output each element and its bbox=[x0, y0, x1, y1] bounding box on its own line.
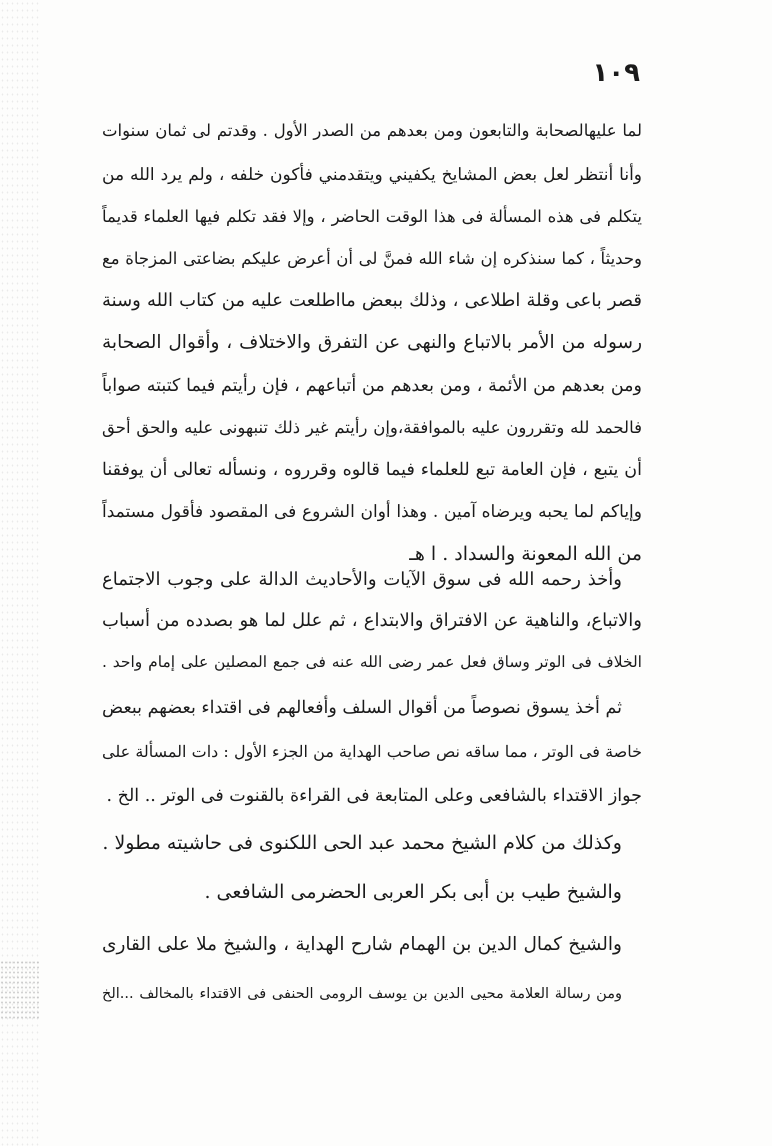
paragraph-1-line-3: يتكلم فى هذه المسألة فى هذا الوقت الحاضر ، وإلا فقد تكلم فيها العلماء قديماً bbox=[102, 207, 642, 226]
paragraph-1-line-7: ومن بعدهم من الأئمة ، ومن بعدهم من أتباعهم ، فإن رأيتم فيما كتبته صواباً bbox=[102, 376, 642, 396]
paragraph-4-line-2: والشيخ طيب بن أبى بكر العربى الحضرمى الشافعى . bbox=[204, 881, 622, 903]
page-number: ١٠٩ bbox=[592, 58, 640, 88]
paragraph-1-line-10: وإياكم لما يحبه ويرضاه آمين . وهذا أوان الشروع فى المقصود فأقول مستمداً bbox=[102, 502, 642, 522]
scan-speckle-mark bbox=[0, 960, 40, 1020]
paragraph-2-line-3: الخلاف فى الوتر وساق فعل عمر رضى الله عنه فى جمع المصلين على إمام واحد . bbox=[102, 653, 642, 671]
paragraph-3-line-3: جواز الاقتداء بالشافعى وعلى المتابعة فى القراءة بالقنوت فى الوتر .. الخ . bbox=[106, 786, 642, 806]
paragraph-1-line-4: وحديثاً ، كما سنذكره إن شاء الله فمنَّ لى أن أعرض عليكم بضاعتى المزجاة مع bbox=[102, 249, 642, 268]
paragraph-5-line-2: ومن رسالة العلامة محيى الدين بن يوسف الرومى الحنفى فى الاقتداء بالمخالف ...الخ bbox=[102, 986, 622, 1002]
paragraph-3-line-1: ثم أخذ يسوق نصوصاً من أقوال السلف وأفعالهم فى اقتداء بعضهم ببعض bbox=[102, 698, 622, 718]
paragraph-1-line-1: لما عليهالصحابة والتابعون ومن بعدهم من الصدر الأول . وقدتم لى ثمان سنوات bbox=[102, 121, 642, 140]
paragraph-5-line-1: والشيخ كمال الدين بن الهمام شارح الهداية ، والشيخ ملا على القارى bbox=[102, 934, 622, 955]
paragraph-1-line-11: من الله المعونة والسداد . ا هـ bbox=[409, 543, 642, 565]
paragraph-1-line-6: رسوله من الأمر بالاتباع والنهى عن التفرق والاختلاف ، وأقوال الصحابة bbox=[102, 332, 642, 353]
paragraph-1-line-5: قصر باعى وقلة اطلاعى ، وذلك ببعض مااطلعت عليه من كتاب الله وسنة bbox=[102, 290, 642, 311]
paragraph-2-line-2: والاتباع، والناهية عن الافتراق والابتداع ، ثم علل لما هو بصدده من أسباب bbox=[102, 610, 642, 631]
paragraph-2-line-1: وأخذ رحمه الله فى سوق الآيات والأحاديث الدالة على وجوب الاجتماع bbox=[102, 569, 622, 590]
paragraph-4-line-1: وكذلك من كلام الشيخ محمد عبد الحى اللكنوى فى حاشيته مطولا . bbox=[102, 832, 622, 854]
paragraph-1-line-2: وأنا أنتظر لعل بعض المشايخ يكفيني ويتقدمني فأكون خلفه ، ولم يرد الله من bbox=[102, 165, 642, 185]
paragraph-3-line-2: خاصة فى الوتر ، مما ساقه نص صاحب الهداية من الجزء الأول : دات المسألة على bbox=[102, 742, 642, 761]
paragraph-1-line-9: أن يتبع ، فإن العامة تبع للعلماء فيما قالوه وقرروه ، ونسأله تعالى أن يوفقنا bbox=[102, 460, 642, 480]
paragraph-1-line-8: فالحمد لله وتقررون عليه بالموافقة،وإن رأيتم غير ذلك تنبهونى عليه والحق أحق bbox=[102, 418, 642, 437]
